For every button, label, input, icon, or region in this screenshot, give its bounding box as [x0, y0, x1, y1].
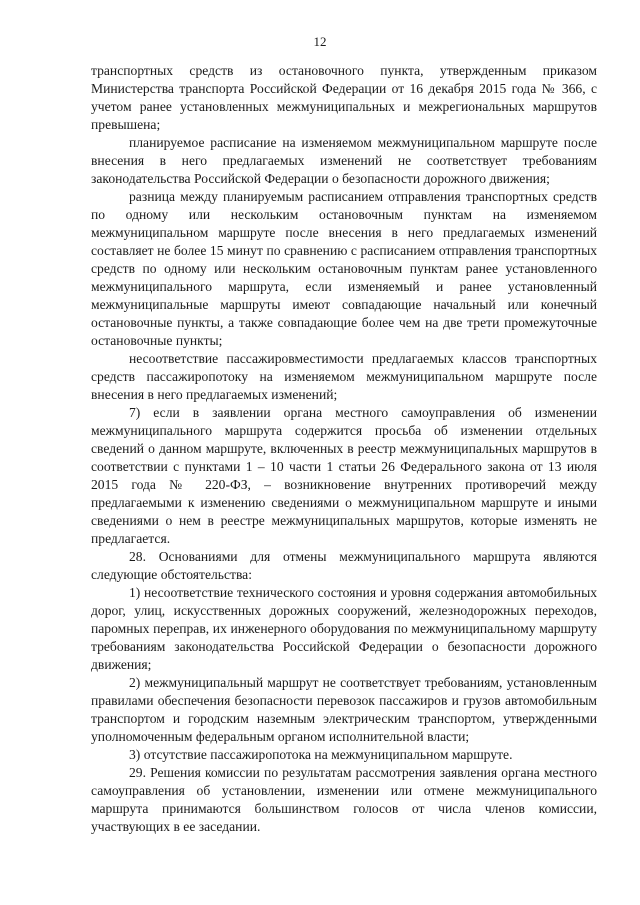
paragraph: планируемое расписание на изменяемом межмуниципальном маршруте после внесения в него предлагаемых изменений не соответствует требованиям законодательства Российской Федерации о безопасности дорожного движения; — [91, 135, 597, 186]
paragraph-item-2: 2) межмуниципальный маршрут не соответствует требованиям, установленным правилами обеспечения безопасности перевозок пассажиров и грузов автомобильным транспортом и городским наземным электрическим транспортом, утвержденными уполномоченным федеральным органом исполнительной власти; — [91, 675, 597, 744]
paragraph-item-3: 3) отсутствие пассажиропотока на межмуниципальном маршруте. — [129, 747, 513, 762]
paragraph-item-1: 1) несоответствие технического состояния и уровня содержания автомобильных дорог, улиц, искусственных дорожных сооружений, железнодорожных переходов, паромных переправ, их инженерного оборудования по межмуниципальному маршруту требованиям законодательства Российской Федерации о безопасности дорожного движения; — [91, 585, 597, 672]
paragraph: несоответствие пассажировместимости предлагаемых классов транспортных средств пассажиропотоку на изменяемом межмуниципальном маршруте после внесения в него предлагаемых изменений; — [91, 351, 597, 402]
document-body — [91, 62, 597, 836]
paragraph: разница между планируемым расписанием отправления транспортных средств по одному или нескольким остановочным пунктам на изменяемом межмуниципальном маршруте после внесения в него предлагаемых изменений составляет не более 15 минут по сравнению с расписанием отправления транспортных средств по одному или нескольким остановочным пунктам ранее установленного межмуниципального маршрута, если изменяемый и ранее установленный межмуниципальные маршруты имеют совпадающие начальный или конечный остановочные пункты, а также совпадающие более чем на две трети промежуточные остановочные пункты; — [91, 189, 597, 348]
paragraph-continuation: транспортных средств из остановочного пункта, утвержденным приказом Министерства транспорта Российской Федерации от 16 декабря 2015 года № 366, с учетом ранее установленных межмуниципальных и межрегиональных маршрутов превышена; — [91, 63, 597, 132]
paragraph-section-29: 29. Решения комиссии по результатам рассмотрения заявления органа местного самоуправления об установлении, изменении или отмене межмуниципального маршрута принимаются большинством голосов от числа членов комиссии, участвующих в ее заседании. — [91, 765, 597, 834]
paragraph-item-7: 7) если в заявлении органа местного самоуправления об изменении межмуниципального маршрута содержится просьба об изменении отдельных сведений о данном маршруте, включенных в реестр межмуниципальных маршрутов в соответствии с пунктами 1 – 10 части 1 статьи 26 Федерального закона от 13 июля 2015 года № 220-ФЗ, – возникновение внутренних противоречий между предлагаемыми к изменению сведениями о межмуниципальном маршруте и иными сведениями о нем в реестре межмуниципальных маршрутов, которые изменять не предлагается. — [91, 405, 597, 546]
paragraph-section-28: 28. Основаниями для отмены межмуниципального маршрута являются следующие обстоятельства: — [91, 549, 597, 582]
page-number: 12 — [313, 34, 327, 49]
